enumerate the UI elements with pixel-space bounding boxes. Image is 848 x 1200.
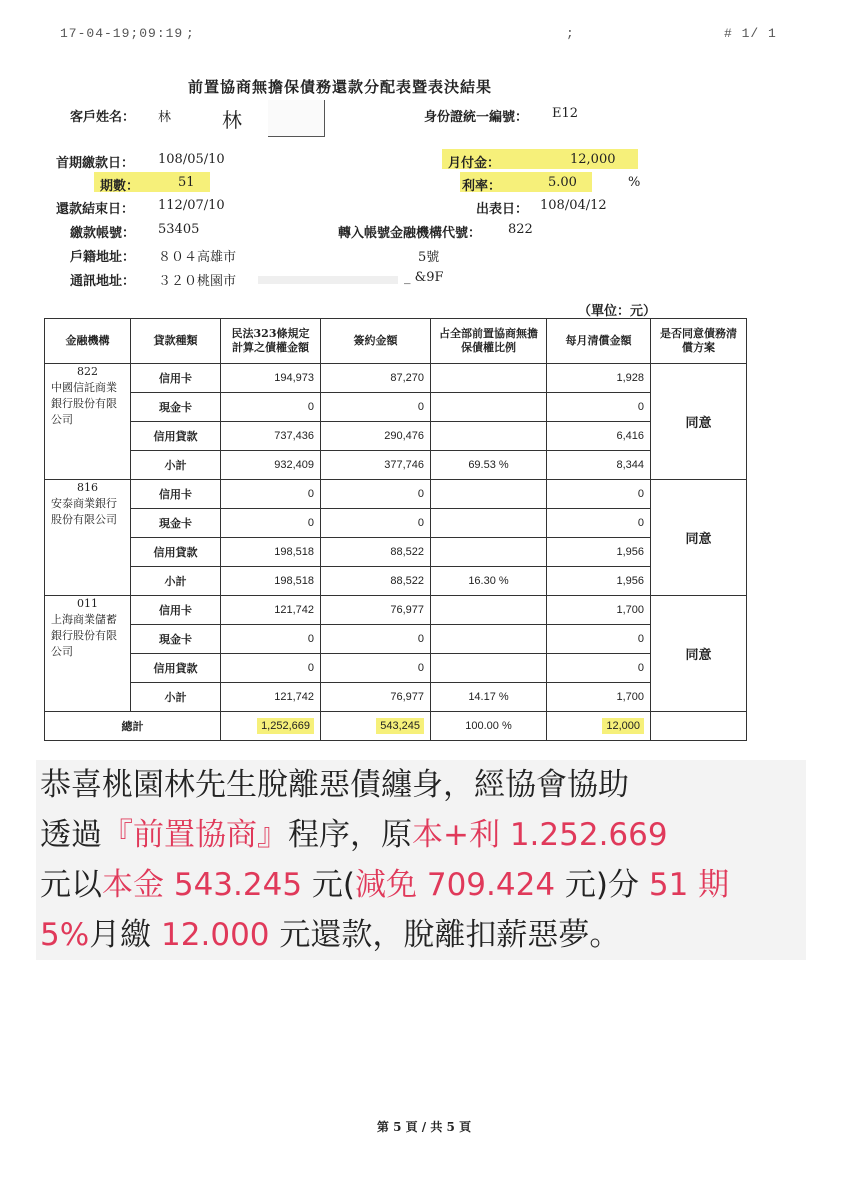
- note-line-4: [36, 910, 806, 960]
- institution-cell: [45, 480, 131, 596]
- table-row: [45, 480, 747, 509]
- total-label: 總計: [45, 712, 221, 741]
- repayment-allocation-table: [44, 318, 747, 741]
- fax-page-marker: # 1/ 1: [724, 26, 777, 41]
- customer-name-value: 林: [158, 110, 172, 125]
- column-header: 簽約金額: [321, 319, 431, 364]
- monthly-amount: 1,928: [547, 364, 651, 393]
- ratio: [431, 596, 547, 625]
- ratio: [431, 364, 547, 393]
- institution-name: 上海商業儲蓄銀行股份有限公司: [51, 613, 117, 658]
- loan-type: 現金卡: [131, 509, 221, 538]
- fax-timestamp: 17-04-19;09:19: [60, 26, 184, 41]
- signed-amount: 76,977: [321, 683, 431, 712]
- agree-status: 同意: [651, 364, 747, 480]
- unit-note: （單位：元）: [578, 304, 657, 319]
- rate-label: 利率：: [462, 179, 502, 194]
- id-number-value: E12: [552, 106, 579, 121]
- signed-amount: 88,522: [321, 567, 431, 596]
- note-highlight: 5%: [40, 917, 90, 953]
- column-header: 占全部前置協商無擔保債權比例: [431, 319, 547, 364]
- signed-amount: 377,746: [321, 451, 431, 480]
- institution-cell: [45, 364, 131, 480]
- empty-cell: [651, 712, 747, 741]
- note-text: 程序，原: [288, 817, 412, 853]
- claim-amount: 932,409: [221, 451, 321, 480]
- loan-type: 現金卡: [131, 393, 221, 422]
- claim-amount: 121,742: [221, 683, 321, 712]
- note-text: 月繳: [89, 917, 162, 953]
- claim-amount: 0: [221, 654, 321, 683]
- total-signed-cell: [321, 712, 431, 741]
- note-highlight: 本金 543.245: [102, 867, 303, 903]
- mailing-address-tail: _ &9F: [404, 270, 444, 285]
- loan-type: 信用貸款: [131, 654, 221, 683]
- claim-amount: 198,518: [221, 538, 321, 567]
- agree-status: 同意: [651, 480, 747, 596]
- mailing-address-label: 通訊地址：: [70, 274, 136, 289]
- note-line-3: [36, 860, 806, 910]
- transfer-code-label: 轉入帳號金融機構代號：: [338, 226, 482, 241]
- monthly-amount: 0: [547, 509, 651, 538]
- loan-type: 小計: [131, 683, 221, 712]
- table-row: [45, 393, 747, 422]
- total-signed: 543,245: [376, 718, 424, 734]
- issue-date-value: 108/04/12: [540, 198, 607, 213]
- domicile-address-value: ８０４高雄市: [158, 250, 237, 265]
- fax-separator: ;: [186, 26, 195, 41]
- monthly-amount: 8,344: [547, 451, 651, 480]
- note-highlight: 減免 709.424: [355, 867, 556, 903]
- loan-type: 信用卡: [131, 480, 221, 509]
- ratio: 69.53 %: [431, 451, 547, 480]
- note-text: 元以: [40, 867, 102, 903]
- column-header: 金融機構: [45, 319, 131, 364]
- total-monthly: 12,000: [602, 718, 644, 734]
- customer-name-label: 客戶姓名：: [70, 110, 136, 125]
- signed-amount: 0: [321, 393, 431, 422]
- end-date-value: 112/07/10: [158, 198, 225, 213]
- ratio: [431, 625, 547, 654]
- note-text: 透過: [40, 817, 102, 853]
- rate-value: 5.00: [548, 175, 577, 190]
- signed-amount: 0: [321, 654, 431, 683]
- claim-amount: 0: [221, 480, 321, 509]
- monthly-amount: 0: [547, 654, 651, 683]
- note-text: 恭喜桃園林先生脫離惡債纏身，經協會協助: [40, 767, 629, 803]
- mailing-address-value: ３２０桃園市: [158, 274, 237, 289]
- monthly-amount: 1,956: [547, 567, 651, 596]
- account-label: 繳款帳號：: [70, 226, 136, 241]
- agree-status: 同意: [651, 596, 747, 712]
- institution-name: 安泰商業銀行股份有限公司: [51, 497, 117, 526]
- account-value: 53405: [158, 222, 200, 237]
- signed-amount: 0: [321, 480, 431, 509]
- table-row: [45, 509, 747, 538]
- congratulation-note: [36, 760, 806, 960]
- monthly-payment-value: 12,000: [570, 152, 616, 167]
- loan-type: 小計: [131, 567, 221, 596]
- signed-amount: 0: [321, 509, 431, 538]
- institution-code: 011: [77, 597, 98, 610]
- total-monthly-cell: [547, 712, 651, 741]
- handwritten-name-mark: 林: [222, 108, 242, 132]
- redacted-name-box: [268, 100, 325, 137]
- note-text: 元還款，脫離扣薪惡夢。: [269, 917, 621, 953]
- note-highlight: 12.000: [161, 917, 270, 953]
- ratio: 14.17 %: [431, 683, 547, 712]
- claim-amount: 198,518: [221, 567, 321, 596]
- signed-amount: 76,977: [321, 596, 431, 625]
- table-row: [45, 596, 747, 625]
- transfer-code-value: 822: [508, 222, 533, 237]
- institution-name: 中國信託商業銀行股份有限公司: [51, 381, 117, 426]
- table-row-subtotal: [45, 683, 747, 712]
- note-line-2: [36, 810, 806, 860]
- domicile-address-label: 戶籍地址：: [70, 250, 136, 265]
- periods-label: 期數：: [100, 179, 140, 194]
- claim-amount: 194,973: [221, 364, 321, 393]
- table-row-total: [45, 712, 747, 741]
- monthly-amount: 1,956: [547, 538, 651, 567]
- table-row: [45, 422, 747, 451]
- column-header: 是否同意債務清償方案: [651, 319, 747, 364]
- claim-amount: 0: [221, 393, 321, 422]
- redacted-address-strip: [258, 276, 398, 284]
- table-row: [45, 625, 747, 654]
- ratio: [431, 393, 547, 422]
- note-highlight: 『前置協商』: [102, 817, 288, 853]
- table-row-subtotal: [45, 451, 747, 480]
- periods-value: 51: [178, 175, 195, 190]
- column-header: 每月清償金額: [547, 319, 651, 364]
- table-row: [45, 538, 747, 567]
- page-footer: 第 5 頁 / 共 5 頁: [376, 1120, 472, 1134]
- ratio: 16.30 %: [431, 567, 547, 596]
- domicile-address-tail: 5號: [418, 250, 440, 265]
- ratio: [431, 654, 547, 683]
- institution-code: 816: [77, 481, 98, 494]
- fax-separator: ;: [566, 26, 575, 41]
- ratio: [431, 422, 547, 451]
- loan-type: 小計: [131, 451, 221, 480]
- institution-code: 822: [77, 365, 98, 378]
- signed-amount: 87,270: [321, 364, 431, 393]
- table-row: [45, 364, 747, 393]
- ratio: [431, 509, 547, 538]
- total-claim: 1,252,669: [257, 718, 314, 734]
- table-row: [45, 654, 747, 683]
- monthly-payment-label: 月付金：: [448, 156, 501, 171]
- total-claim-cell: [221, 712, 321, 741]
- monthly-amount: 1,700: [547, 596, 651, 625]
- first-pay-date-label: 首期繳款日：: [56, 156, 135, 171]
- note-text: 元)分: [555, 867, 649, 903]
- monthly-amount: 0: [547, 393, 651, 422]
- document-title: 前置協商無擔保債務還款分配表暨表決結果: [188, 78, 493, 96]
- monthly-amount: 6,416: [547, 422, 651, 451]
- rate-unit: %: [628, 175, 641, 190]
- loan-type: 信用卡: [131, 364, 221, 393]
- first-pay-date-value: 108/05/10: [158, 152, 225, 167]
- column-header: 民法323條規定計算之債權金額: [221, 319, 321, 364]
- claim-amount: 121,742: [221, 596, 321, 625]
- claim-amount: 0: [221, 625, 321, 654]
- signed-amount: 290,476: [321, 422, 431, 451]
- claim-amount: 737,436: [221, 422, 321, 451]
- id-number-label: 身份證統一編號：: [424, 110, 529, 125]
- note-highlight: 51 期: [648, 867, 730, 903]
- loan-type: 信用卡: [131, 596, 221, 625]
- note-line-1: [36, 760, 806, 810]
- note-text: 元(: [302, 867, 355, 903]
- total-ratio: 100.00 %: [431, 712, 547, 741]
- end-date-label: 還款結束日：: [56, 202, 135, 217]
- issue-date-label: 出表日：: [476, 202, 529, 217]
- loan-type: 信用貸款: [131, 422, 221, 451]
- ratio: [431, 480, 547, 509]
- signed-amount: 88,522: [321, 538, 431, 567]
- column-header: 貸款種類: [131, 319, 221, 364]
- monthly-amount: 0: [547, 480, 651, 509]
- loan-type: 現金卡: [131, 625, 221, 654]
- table-row-subtotal: [45, 567, 747, 596]
- claim-amount: 0: [221, 509, 321, 538]
- signed-amount: 0: [321, 625, 431, 654]
- loan-type: 信用貸款: [131, 538, 221, 567]
- monthly-amount: 1,700: [547, 683, 651, 712]
- table-header-row: [45, 319, 747, 364]
- institution-cell: [45, 596, 131, 712]
- note-highlight: 本+利 1.252.669: [412, 817, 668, 853]
- monthly-amount: 0: [547, 625, 651, 654]
- ratio: [431, 538, 547, 567]
